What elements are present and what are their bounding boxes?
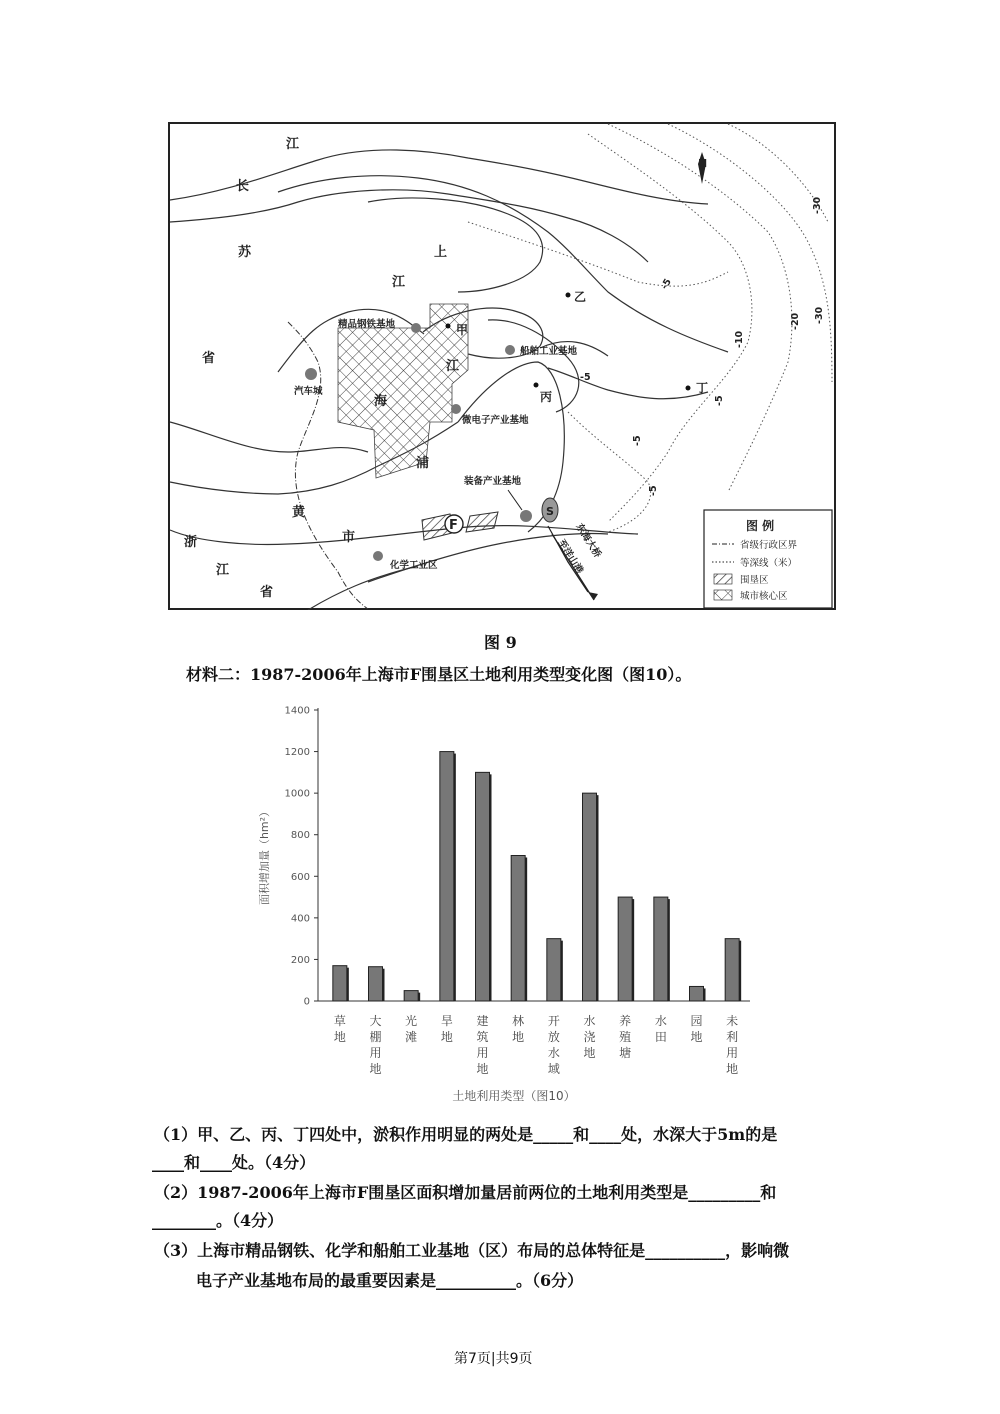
site-ship-marker	[505, 345, 515, 355]
category-label: 大棚用地	[369, 1014, 382, 1076]
question-3-line-2: 电子产业基地布局的最重要因素是__________。（6分）	[196, 1271, 584, 1290]
chart-svg	[250, 700, 760, 1110]
point-bing-label: 丙	[540, 390, 553, 404]
point-f-label: F	[449, 518, 458, 533]
point-ding-label: 丁	[696, 381, 709, 395]
y-tick-label: 800	[290, 830, 310, 842]
x-axis-label: 土地利用类型（图10）	[452, 1089, 576, 1103]
question-2-line-1: （2）1987-2006年上海市F围垦区面积增加量居前两位的土地利用类型是_________和	[154, 1183, 777, 1202]
category-label: 水浇地	[583, 1014, 596, 1060]
bar	[690, 986, 704, 1001]
site-equip-label: 装备产业基地	[464, 476, 522, 487]
y-tick-label: 1200	[284, 747, 310, 759]
y-axis-label: 面积增加量（hm²）	[258, 805, 271, 906]
category-label: 园地	[690, 1014, 703, 1044]
y-tick-label: 0	[303, 996, 310, 1008]
label-hai: 海	[374, 394, 388, 409]
bar	[333, 966, 347, 1001]
label-jiang-mid: 江	[392, 275, 406, 290]
material-two-text: 材料二：1987-2006年上海市F围垦区土地利用类型变化图（图10）。	[186, 665, 692, 684]
bar	[440, 752, 454, 1001]
bar	[511, 856, 525, 1002]
point-ding-marker	[686, 386, 691, 391]
bar	[476, 772, 490, 1001]
bridge-label: 东海大桥	[573, 521, 603, 560]
question-2-line-2: ________。（4分）	[152, 1211, 284, 1230]
site-auto-label: 汽车城	[294, 386, 323, 397]
page-footer: 第7页|共9页	[454, 1351, 533, 1367]
category-label: 建筑用地	[476, 1014, 489, 1076]
depth-label: -5	[632, 435, 643, 446]
legend-item: 围垦区	[740, 575, 769, 586]
question-3-line-1: （3）上海市精品钢铁、化学和船舶工业基地（区）布局的总体特征是__________，影响微	[154, 1241, 790, 1260]
label-su: 苏	[238, 245, 252, 260]
site-steel-label: 精品钢铁基地	[338, 319, 396, 330]
category-label: 林地	[512, 1014, 525, 1044]
bar	[725, 939, 739, 1001]
point-jia-marker	[446, 324, 451, 329]
legend-urban-symbol	[714, 590, 732, 600]
label-shi: 市	[342, 530, 356, 545]
point-yi-label: 乙	[574, 290, 587, 304]
category-label: 光滩	[405, 1014, 418, 1044]
legend-item: 等深线（米）	[740, 558, 798, 569]
port-label: 至洋山港	[555, 537, 585, 576]
point-bing-marker	[534, 383, 539, 388]
point-jia-label: 甲	[456, 323, 469, 337]
y-tick-label: 200	[290, 954, 310, 966]
site-micro-marker	[451, 404, 461, 414]
label-sheng-left: 省	[202, 351, 216, 366]
bar	[369, 967, 383, 1001]
bar	[547, 939, 561, 1001]
category-label: 水田	[654, 1014, 667, 1044]
depth-label: -5	[648, 485, 659, 496]
map-svg	[168, 122, 836, 610]
question-1-line-2: ____和____处。（4分）	[152, 1153, 316, 1172]
bar	[654, 897, 668, 1001]
site-auto-marker	[305, 368, 317, 380]
category-label: 草地	[333, 1014, 346, 1044]
label-huang: 黄	[292, 505, 306, 520]
site-equip-marker	[520, 510, 532, 522]
label-jiang-top: 江	[286, 137, 300, 152]
bar-chart	[250, 700, 760, 1110]
svg-text:N: N	[698, 157, 708, 170]
label-zhe: 浙	[184, 535, 198, 550]
legend-reclamation-symbol	[714, 574, 732, 584]
site-chem-marker	[373, 551, 383, 561]
legend-item: 省级行政区界	[740, 540, 798, 551]
y-tick-label: 600	[290, 871, 310, 883]
point-yi-marker	[566, 293, 571, 298]
site-ship-label: 船舶工业基地	[520, 346, 578, 357]
map-figure	[168, 122, 836, 610]
depth-label: -10	[734, 330, 745, 348]
label-shang: 上	[434, 245, 448, 260]
bar	[583, 793, 597, 1001]
category-label: 开放水域	[547, 1014, 560, 1076]
depth-label: -20	[790, 312, 801, 330]
legend-title: 图 例	[746, 519, 775, 533]
y-tick-label: 1000	[284, 788, 310, 800]
y-tick-label: 400	[290, 913, 310, 925]
y-tick-label: 1400	[284, 705, 310, 717]
map-legend	[704, 510, 832, 608]
site-steel-marker	[411, 323, 421, 333]
category-label: 旱地	[440, 1014, 453, 1044]
label-pu: 浦	[416, 456, 430, 471]
point-s-label: S	[546, 505, 554, 518]
depth-label: -30	[814, 306, 825, 324]
label-jiang-river: 江	[446, 359, 460, 374]
depth-label: -30	[812, 196, 823, 214]
category-label: 养殖塘	[619, 1014, 632, 1060]
depth-label: -5	[714, 395, 725, 406]
depth-label: -5	[580, 372, 591, 383]
depth-label: -5	[659, 276, 674, 292]
category-label: 未利用地	[726, 1014, 739, 1076]
legend-item: 城市核心区	[740, 591, 788, 602]
bar	[618, 897, 632, 1001]
label-sheng-zhe: 省	[260, 585, 274, 600]
site-chem-label: 化学工业区	[390, 560, 438, 571]
label-jiang-zhe: 江	[216, 563, 230, 578]
map-caption: 图 9	[484, 633, 517, 652]
label-chang: 长	[236, 179, 250, 194]
bar	[404, 991, 418, 1001]
question-1-line-1: （1）甲、乙、丙、丁四处中，淤积作用明显的两处是_____和____处，水深大于5m的是	[154, 1125, 778, 1144]
site-micro-label: 微电子产业基地	[462, 415, 529, 426]
